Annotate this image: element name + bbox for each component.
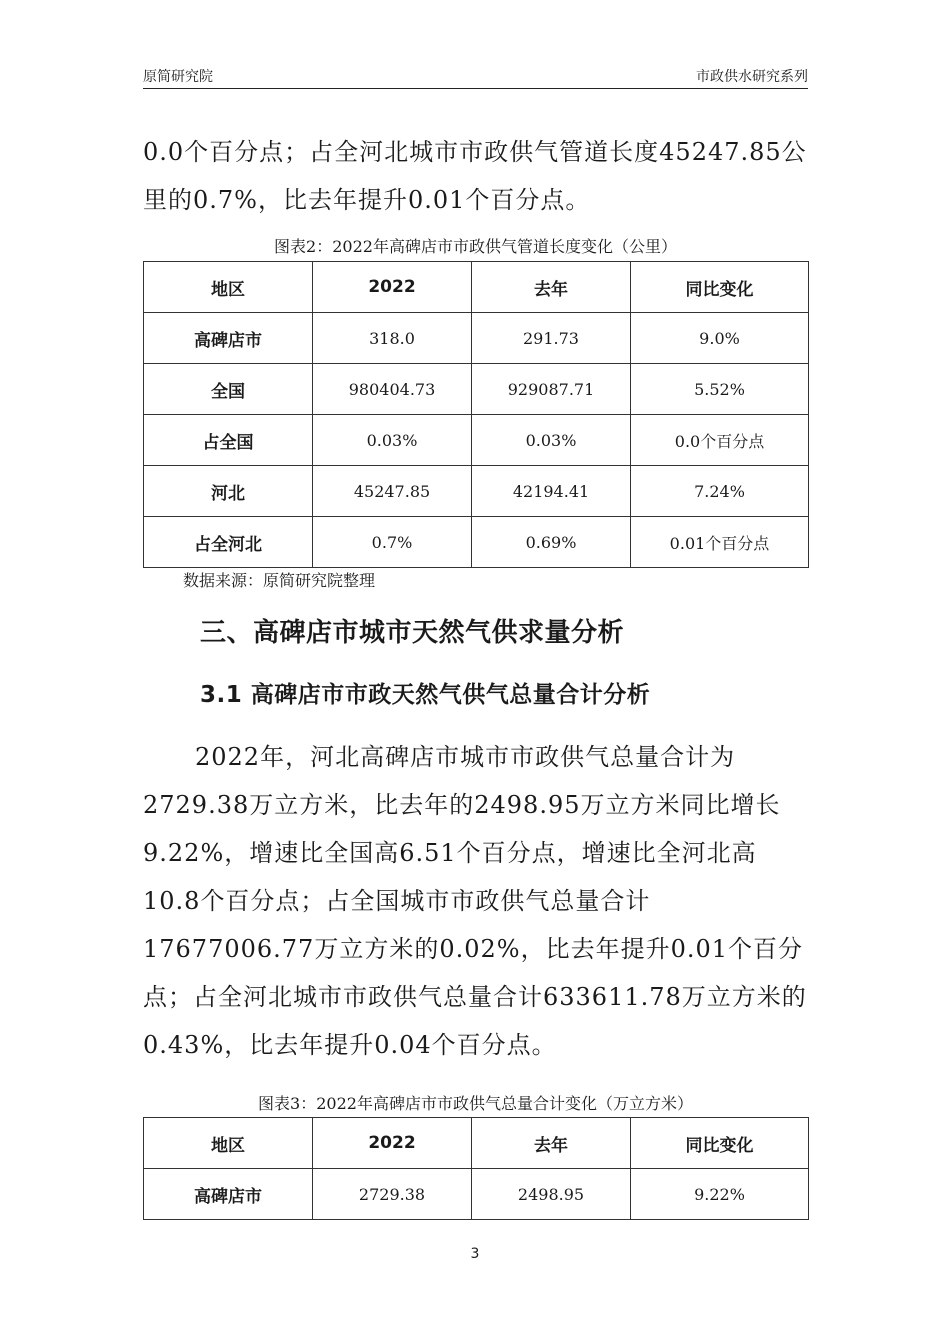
table3-gas-supply-total bbox=[143, 1117, 809, 1220]
table-cell: 0.03% bbox=[472, 415, 631, 466]
subsection-heading: 3.1 高碑店市市政天然气供气总量合计分析 bbox=[200, 682, 651, 708]
table2-caption: 图表2：2022年高碑店市市政供气管道长度变化（公里） bbox=[274, 237, 677, 256]
table-cell: 929087.71 bbox=[472, 364, 631, 415]
table-cell: 5.52% bbox=[631, 364, 809, 415]
column-header-2022: 2022 bbox=[313, 262, 472, 313]
table-cell-region: 占全国 bbox=[144, 415, 313, 466]
table-row bbox=[144, 1169, 809, 1220]
table-cell: 2729.38 bbox=[313, 1169, 472, 1220]
table-cell: 291.73 bbox=[472, 313, 631, 364]
table-header-row bbox=[144, 262, 809, 313]
table3-caption: 图表3：2022年高碑店市市政供气总量合计变化（万立方米） bbox=[258, 1094, 693, 1113]
table-cell: 7.24% bbox=[631, 466, 809, 517]
table-row bbox=[144, 415, 809, 466]
table-cell: 0.01个百分点 bbox=[631, 517, 809, 568]
table-row bbox=[144, 313, 809, 364]
column-header-yoy-change: 同比变化 bbox=[631, 1118, 809, 1169]
table-row bbox=[144, 364, 809, 415]
section-heading: 三、高碑店市城市天然气供求量分析 bbox=[200, 618, 625, 648]
table-cell: 0.0个百分点 bbox=[631, 415, 809, 466]
table2-pipeline-length bbox=[143, 261, 809, 568]
table-row bbox=[144, 517, 809, 568]
table-cell: 45247.85 bbox=[313, 466, 472, 517]
table-cell-region: 全国 bbox=[144, 364, 313, 415]
table-cell-region: 高碑店市 bbox=[144, 1169, 313, 1220]
table-cell: 42194.41 bbox=[472, 466, 631, 517]
table-row bbox=[144, 466, 809, 517]
table-header-row bbox=[144, 1118, 809, 1169]
table-cell: 980404.73 bbox=[313, 364, 472, 415]
page-number: 3 bbox=[470, 1246, 480, 1262]
table-cell-region: 河北 bbox=[144, 466, 313, 517]
column-header-yoy-change: 同比变化 bbox=[631, 262, 809, 313]
table-cell-region: 占全河北 bbox=[144, 517, 313, 568]
table-cell-region: 高碑店市 bbox=[144, 313, 313, 364]
table2-data-source: 数据来源：原简研究院整理 bbox=[183, 571, 376, 590]
column-header-region: 地区 bbox=[144, 262, 313, 313]
column-header-last-year: 去年 bbox=[472, 1118, 631, 1169]
table-cell: 318.0 bbox=[313, 313, 472, 364]
column-header-last-year: 去年 bbox=[472, 262, 631, 313]
column-header-region: 地区 bbox=[144, 1118, 313, 1169]
page-header bbox=[143, 66, 808, 89]
table-cell: 0.03% bbox=[313, 415, 472, 466]
header-org-name: 原简研究院 bbox=[143, 69, 213, 85]
table-cell: 9.0% bbox=[631, 313, 809, 364]
table-cell: 0.69% bbox=[472, 517, 631, 568]
table-cell: 0.7% bbox=[313, 517, 472, 568]
table-cell: 2498.95 bbox=[472, 1169, 631, 1220]
header-series-title: 市政供水研究系列 bbox=[696, 69, 808, 85]
column-header-2022: 2022 bbox=[313, 1118, 472, 1169]
table-cell: 9.22% bbox=[631, 1169, 809, 1220]
body-paragraph-1: 0.0个百分点；占全河北城市市政供气管道长度45247.85公里的0.7%，比去年提升0.01个百分点。 bbox=[143, 138, 807, 214]
body-paragraph-2: 2022年，河北高碑店市城市市政供气总量合计为2729.38万立方米，比去年的2498.95万立方米同比增长9.22%，增速比全国高6.51个百分点，增速比全河北高10.8个百分点；占全国城市市政供气总量合计17677006.77万立方米的0.02%，比去年提升0.01个百分点；占全河北城市市政供气总量合计633611.78万立方米的0.43%，比去年提升0.04个百分点。 bbox=[143, 743, 807, 1059]
